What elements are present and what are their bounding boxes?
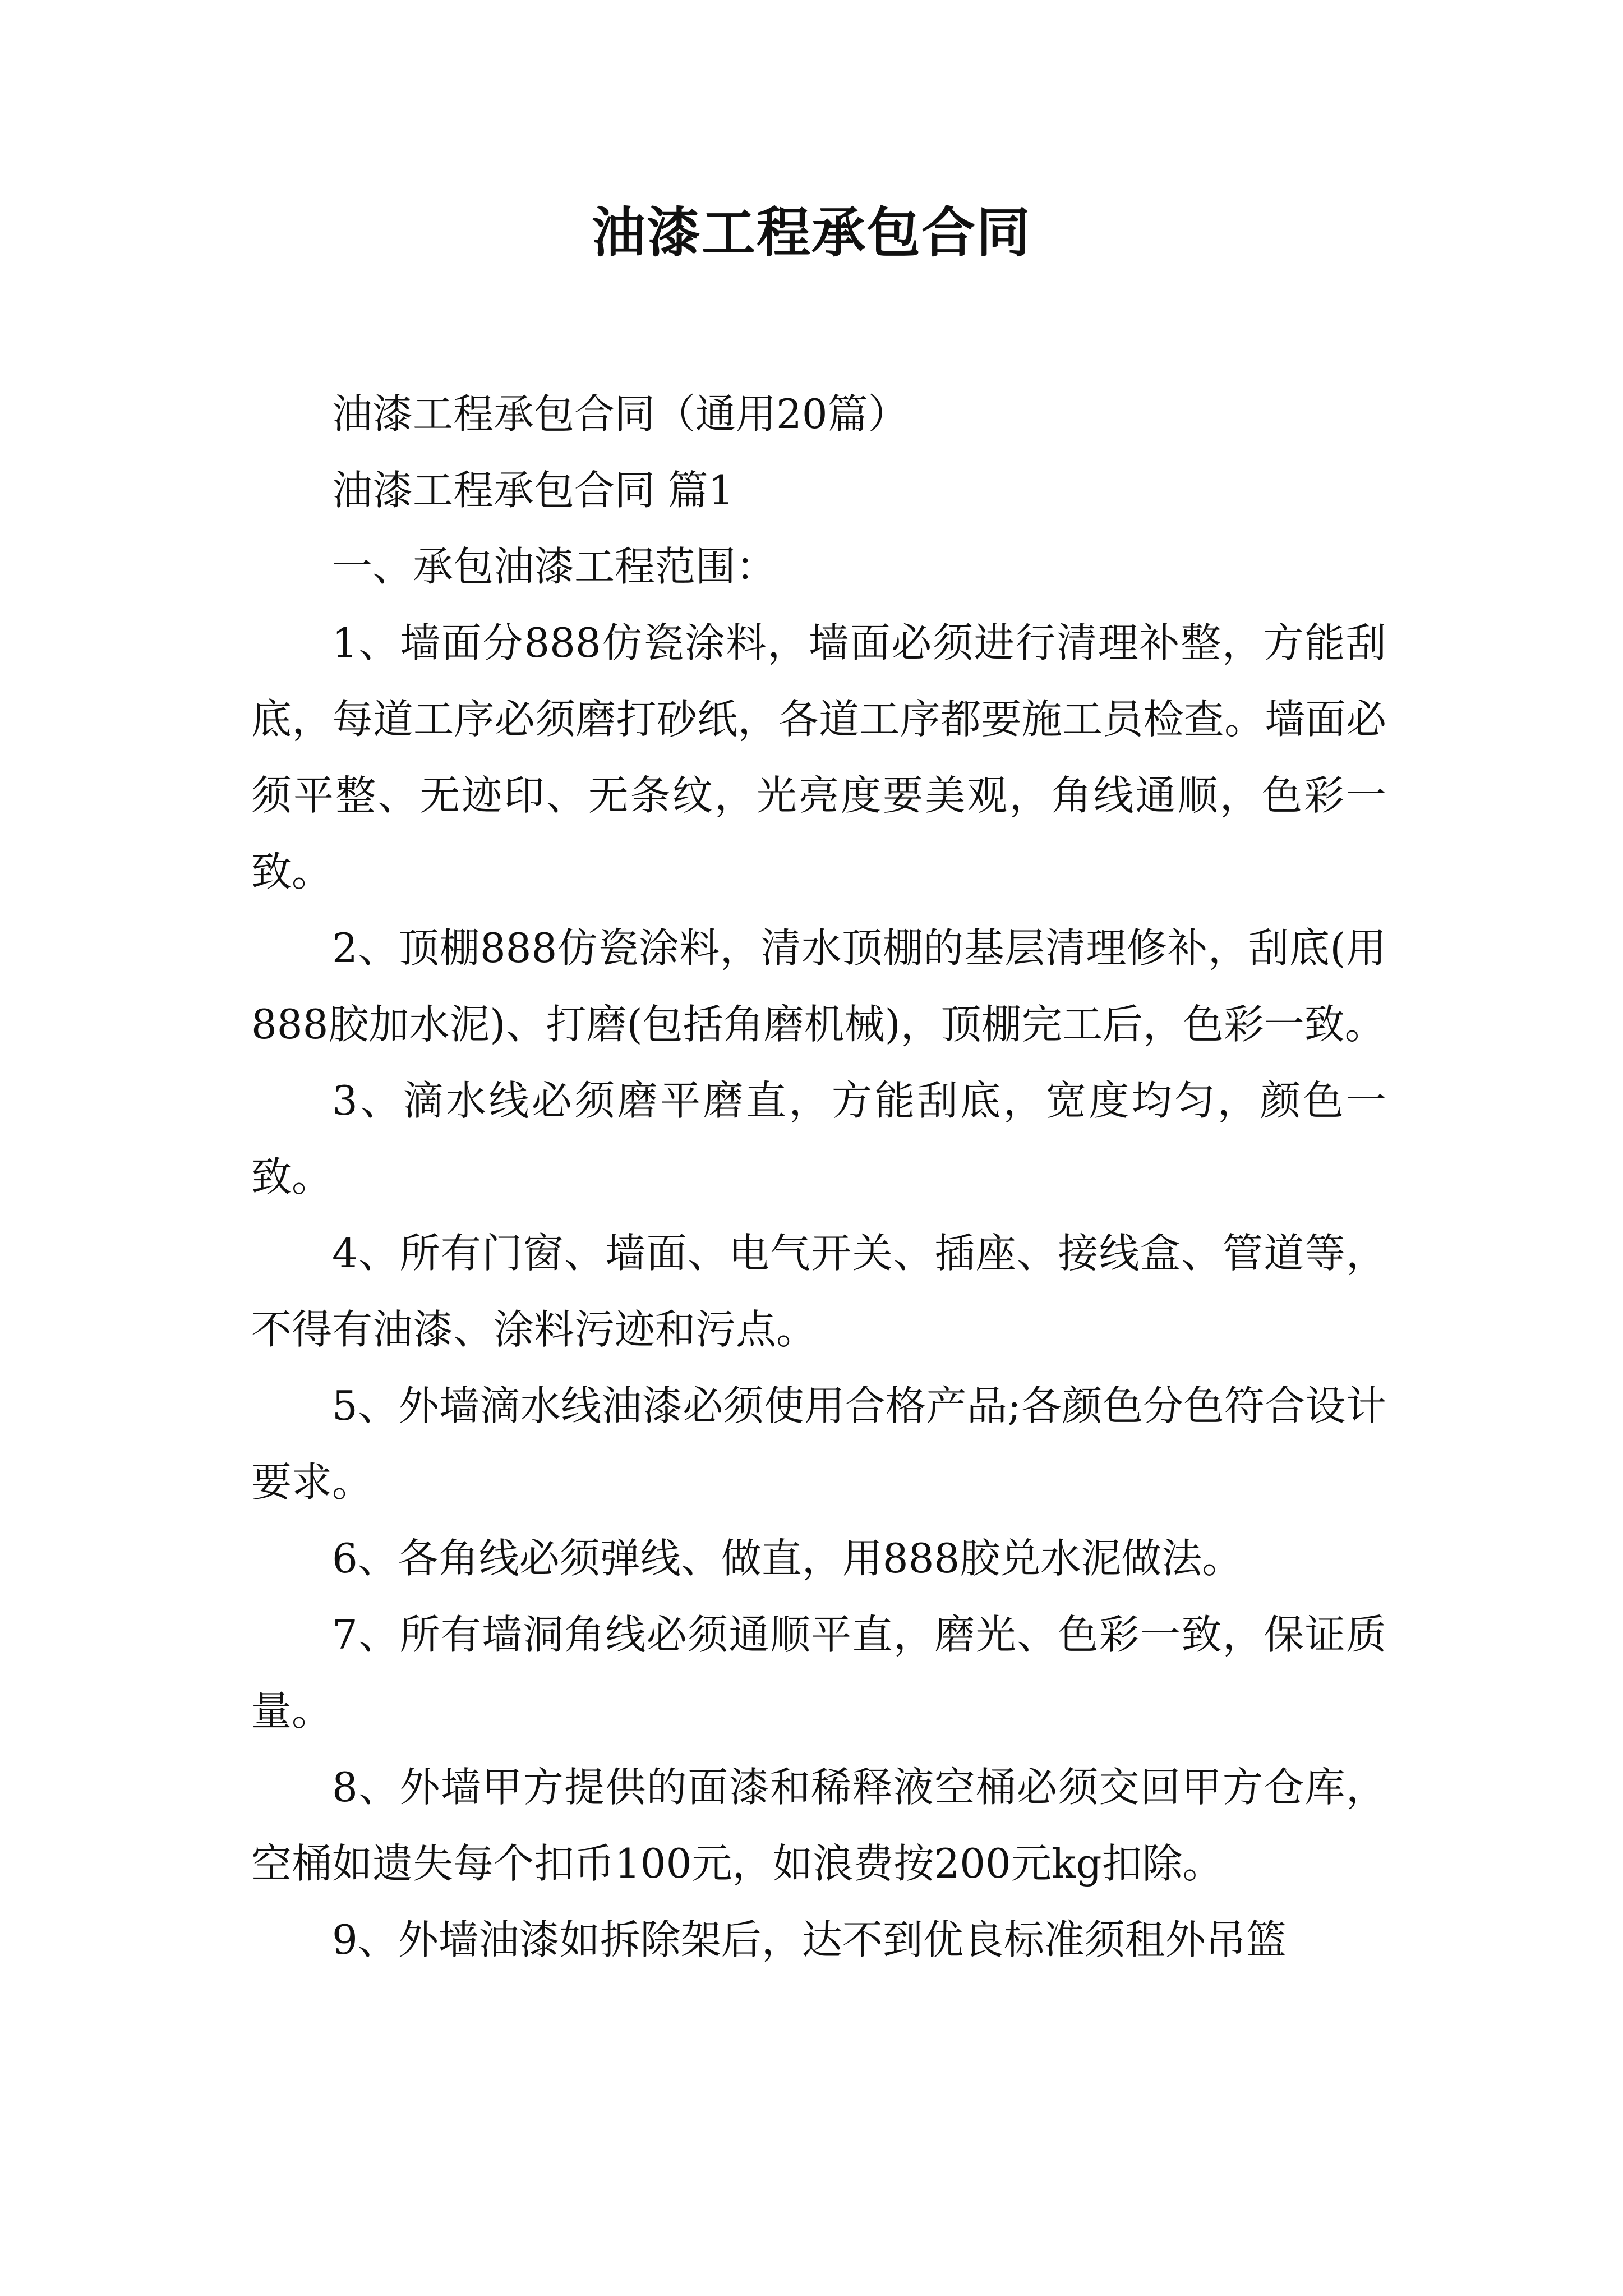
paragraph-item-7: 7、所有墙洞角线必须通顺平直，磨光、色彩一致，保证质量。: [251, 1611, 1386, 1734]
document-body: [251, 376, 1386, 1978]
paragraph-scope-heading: 一、承包油漆工程范围：: [332, 543, 777, 590]
paragraph-item-5: 5、外墙滴水线油漆必须使用合格产品;各颜色分色符合设计要求。: [251, 1382, 1386, 1506]
paragraph-item-4: 4、所有门窗、墙面、电气开关、插座、接线盒、管道等，不得有油漆、涂料污迹和污点。: [251, 1230, 1386, 1353]
document-title: 油漆工程承包合同: [592, 201, 1031, 264]
paragraph-item-6: 6、各角线必须弹线、做直，用888胶兑水泥做法。: [332, 1535, 1243, 1582]
paragraph-item-2: 2、顶棚888仿瓷涂料，清水顶棚的基层清理修补，刮底(用888胶加水泥)、打磨(包括角磨机械)，顶棚完工后，色彩一致。: [251, 924, 1386, 1048]
paragraph-item-1: 1、墙面分888仿瓷涂料，墙面必须进行清理补整，方能刮底，每道工序必须磨打砂纸，各道工序都要施工员检查。墙面必须平整、无迹印、无条纹，光亮度要美观，角线通顺，色彩一致。: [251, 619, 1386, 895]
paragraph-subtitle: 油漆工程承包合同（通用20篇）: [332, 390, 909, 438]
paragraph-item-3: 3、滴水线必须磨平磨直，方能刮底，宽度均匀，颜色一致。: [251, 1077, 1386, 1200]
paragraph-section-heading: 油漆工程承包合同 篇1: [332, 467, 734, 514]
paragraph-item-9: 9、外墙油漆如拆除架后，达不到优良标准须租外吊篮: [332, 1916, 1287, 1963]
paragraph-item-8: 8、外墙甲方提供的面漆和稀释液空桶必须交回甲方仓库，空桶如遗失每个扣币100元，如浪费按200元kg扣除。: [251, 1764, 1386, 1887]
